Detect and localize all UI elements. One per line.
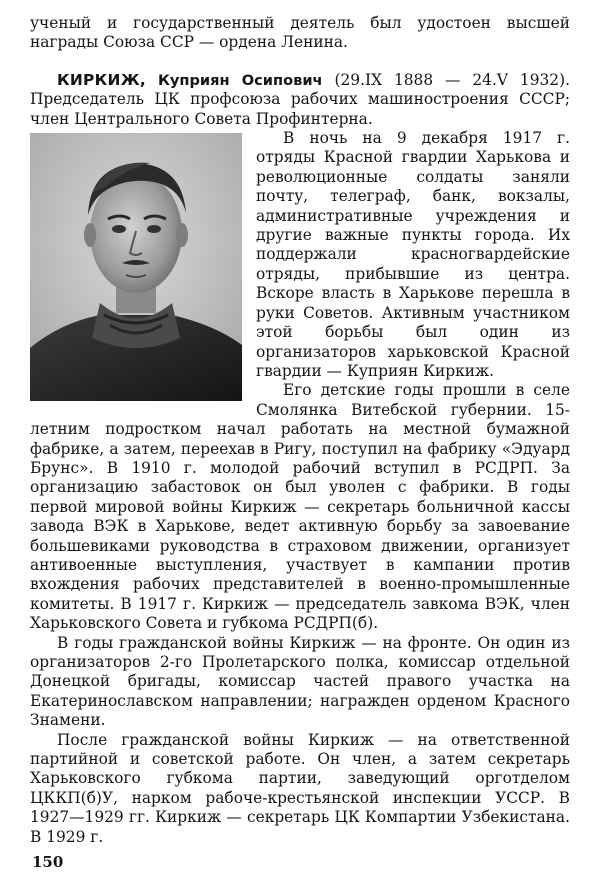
body-paragraph: После гражданской войны Киркиж — на ответственной партийной и советской работе. Он член, а затем секретарь Харьковского губкома партии, заведующий орготделом ЦККП(б)У, нарком рабоче-крестьянской инспекции УССР. В 1927—1929 гг. Киркиж — секретарь ЦК Компартии Узбекистана. В 1929 г. xyxy=(30,730,570,846)
carry-over-paragraph: ученый и государственный деятель был удостоен высшей награды Союза ССР — ордена Ленина. xyxy=(30,14,570,52)
book-page xyxy=(30,14,570,874)
page-number: 150 xyxy=(32,853,64,871)
portrait-photo-icon xyxy=(30,133,242,401)
entry-intro: Председатель ЦК профсоюза рабочих машиностроения СССР; член Центрального Совета Профинтерна. xyxy=(30,90,570,128)
body-paragraph: Его детские годы прошли в селе Смолянка Витебской губернии. 15-летним подростком начал работать на местной бумажной фабрике, а затем, переехав в Ригу, поступил на фабрику «Эдуард Брунс». В 1910 г. молодой рабочий вступил в РСДРП. За организацию забастовок он был уволен с фабрики. В годы первой мировой войны Киркиж — секретарь больничной кассы завода ВЭК в Харькове, ведет активную борьбу за завоевание большевиками руководства в страховом движении, организует антивоенные выступления, участвует в кампании против вхождения рабочих представителей в военно-промышленные комитеты. В 1917 г. Киркиж — председатель завкома ВЭК, член Харьковского Совета и губкома РСДРП(б). xyxy=(30,381,570,633)
body-paragraph: В годы гражданской войны Киркиж — на фронте. Он один из организаторов 2-го Пролетарского полка, комиссар отдельной Донецкой бригады, комиссар частей правого участка на Екатеринославском направлении; награжден орденом Красного Знамени. xyxy=(30,633,570,730)
section-gap xyxy=(30,53,570,71)
body-paragraph: В ночь на 9 декабря 1917 г. отряды Красной гвардии Харькова и революционные солдаты заняли почту, телеграф, банк, вокзалы, административные учреждения и другие важные пункты города. Их поддержали красногвардейские отряды, прибывшие из центра. Вскоре власть в Харькове перешла в руки Советов. Активным участником этой борьбы был один из организаторов харьковской Красной гвардии — Куприян Киркиж. xyxy=(256,129,570,380)
entry-dates: (29.IX 1888 — 24.V 1932). xyxy=(334,70,570,89)
entry-surname: КИРКИЖ, xyxy=(57,70,146,89)
entry-given-names: Куприян Осипович xyxy=(157,71,323,89)
portrait-photo xyxy=(30,133,242,401)
entry-heading xyxy=(30,71,570,129)
